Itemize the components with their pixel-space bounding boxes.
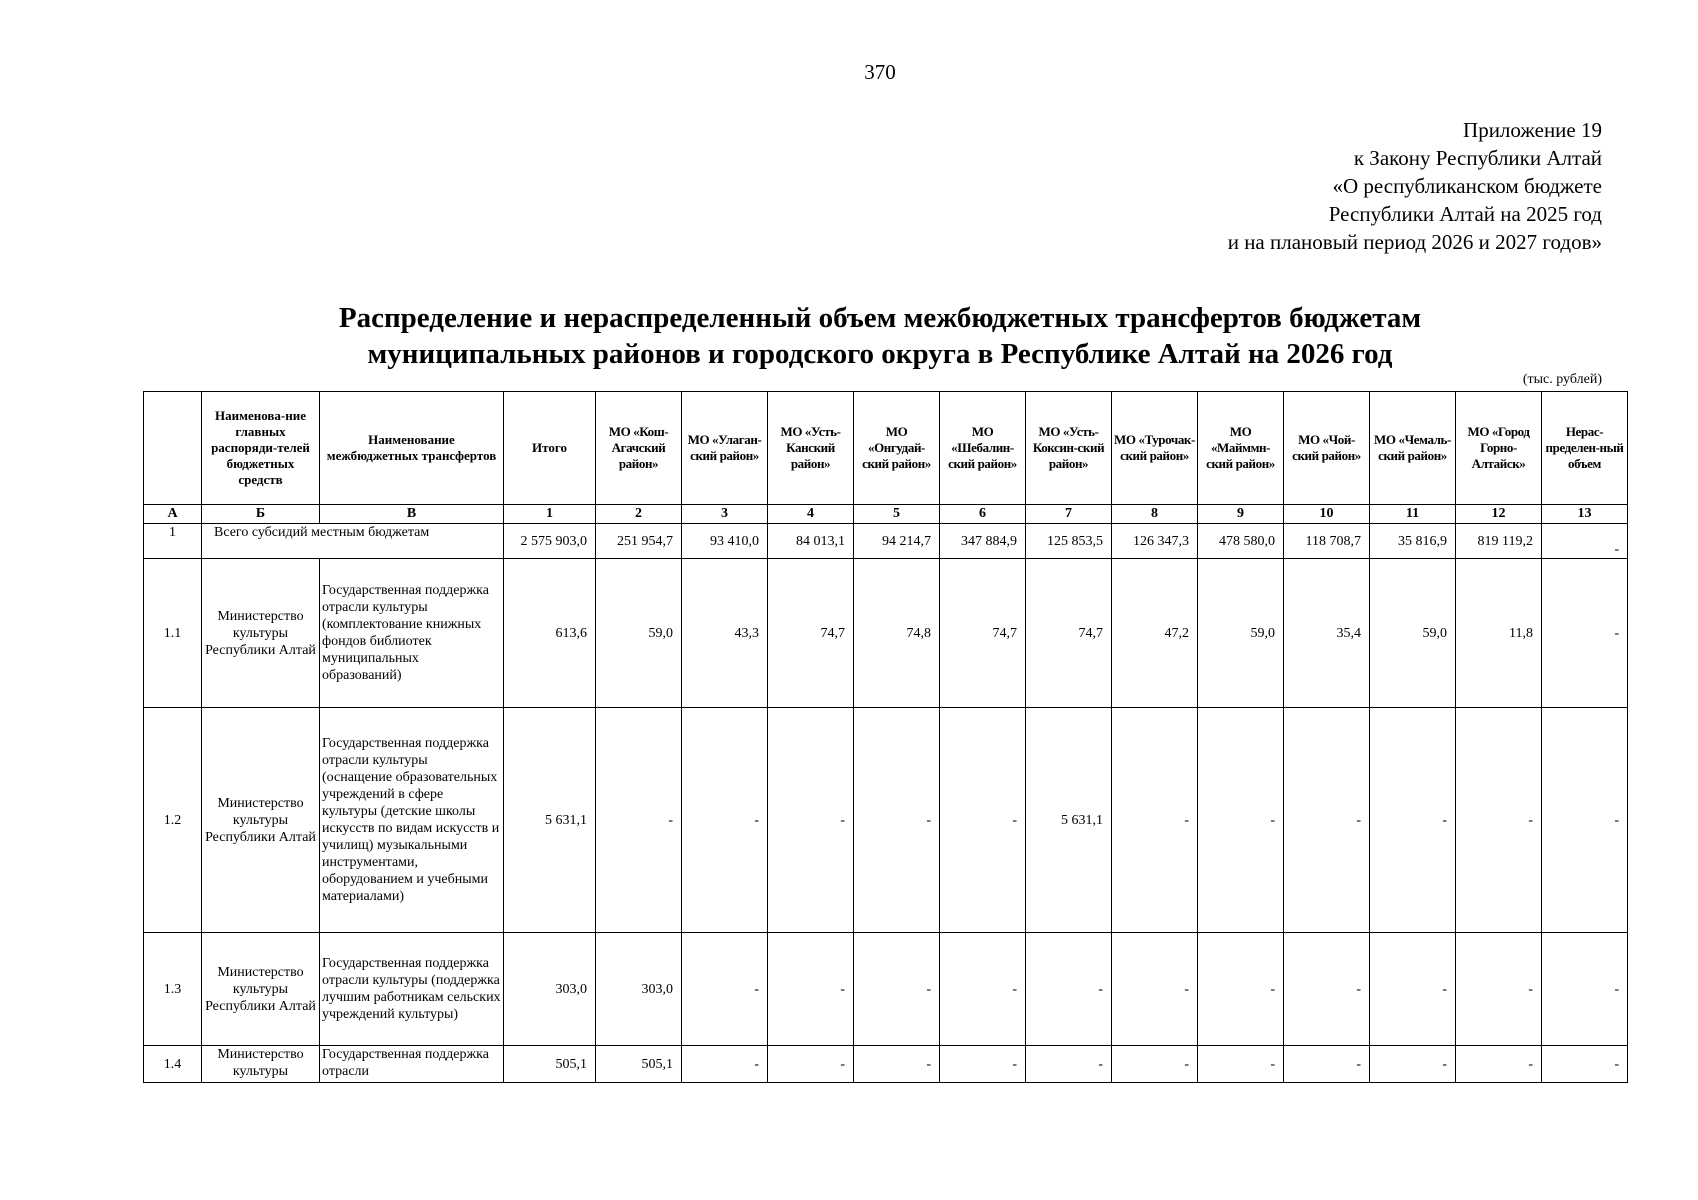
value-cell: 84 013,1: [768, 524, 854, 559]
value-cell: -: [1456, 933, 1542, 1046]
appendix-line: «О республиканском бюджете: [1332, 174, 1602, 198]
value-cell: -: [1026, 1046, 1112, 1083]
transfer-name-cell: Государственная поддержка отрасли культуры (комплектование книжных фондов библиотек муниципальных образований): [320, 559, 504, 708]
table-row: [144, 559, 1628, 708]
value-cell: -: [596, 708, 682, 933]
value-cell: 59,0: [1198, 559, 1284, 708]
value-cell: -: [768, 1046, 854, 1083]
column-header: МО «Турочак-ский район»: [1112, 392, 1198, 505]
value-cell: 59,0: [1370, 559, 1456, 708]
value-cell: -: [854, 1046, 940, 1083]
column-index-row: [144, 505, 1628, 524]
units-label: (тыс. рублей): [1522, 372, 1602, 387]
appendix-line: Приложение 19: [1463, 118, 1602, 142]
value-cell: 5 631,1: [1026, 708, 1112, 933]
value-cell: 303,0: [596, 933, 682, 1046]
manager-cell: Министерство культуры: [202, 1046, 320, 1083]
column-header: МО «Усть-Канский район»: [768, 392, 854, 505]
column-index: Б: [202, 505, 320, 524]
column-index: 11: [1370, 505, 1456, 524]
value-cell: 125 853,5: [1026, 524, 1112, 559]
column-index: А: [144, 505, 202, 524]
value-cell: 43,3: [682, 559, 768, 708]
value-cell: -: [1198, 708, 1284, 933]
value-cell: -: [940, 933, 1026, 1046]
title-line: муниципальных районов и городского округа в Республике Алтай на 2026 год: [367, 338, 1393, 370]
value-cell: -: [940, 1046, 1026, 1083]
value-cell: 74,7: [1026, 559, 1112, 708]
value-cell: 59,0: [596, 559, 682, 708]
column-header: МО «Чемаль-ский район»: [1370, 392, 1456, 505]
value-cell: -: [768, 933, 854, 1046]
value-cell: -: [940, 708, 1026, 933]
value-cell: 94 214,7: [854, 524, 940, 559]
column-header: МО «Город Горно-Алтайск»: [1456, 392, 1542, 505]
value-cell: -: [682, 933, 768, 1046]
transfer-name-cell: Государственная поддержка отрасли: [320, 1046, 504, 1083]
value-cell: -: [1370, 1046, 1456, 1083]
column-index: В: [320, 505, 504, 524]
table-row: [144, 933, 1628, 1046]
value-cell: -: [1112, 708, 1198, 933]
page-number: 370: [864, 60, 896, 84]
column-header: МО «Кош-Агачский район»: [596, 392, 682, 505]
value-cell: -: [854, 708, 940, 933]
value-cell: -: [1370, 708, 1456, 933]
row-number: 1.3: [144, 933, 202, 1046]
column-index: 5: [854, 505, 940, 524]
total-row: [144, 524, 1628, 559]
column-header: [144, 392, 202, 505]
value-cell: -: [1112, 933, 1198, 1046]
column-index: 9: [1198, 505, 1284, 524]
column-header: Наименова-ние главных распоряди-телей бюджетных средств: [202, 392, 320, 505]
value-cell: 35,4: [1284, 559, 1370, 708]
appendix-line: к Закону Республики Алтай: [1353, 146, 1602, 170]
value-cell: 93 410,0: [682, 524, 768, 559]
value-cell: -: [1542, 524, 1628, 559]
value-cell: 251 954,7: [596, 524, 682, 559]
column-header: Итого: [504, 392, 596, 505]
row-number: 1: [144, 524, 202, 559]
value-cell: -: [1284, 1046, 1370, 1083]
document-title: [0, 300, 1698, 372]
column-header: МО «Чой-ский район»: [1284, 392, 1370, 505]
appendix-line: и на плановый период 2026 и 2027 годов»: [1227, 230, 1602, 254]
table-row: [144, 1046, 1628, 1083]
value-cell: 819 119,2: [1456, 524, 1542, 559]
value-cell: -: [682, 708, 768, 933]
column-header: МО «Усть-Коксин-ский район»: [1026, 392, 1112, 505]
title-line: Распределение и нераспределенный объем межбюджетных трансфертов бюджетам: [338, 302, 1422, 334]
value-cell: -: [1456, 1046, 1542, 1083]
value-cell: 347 884,9: [940, 524, 1026, 559]
value-cell: 118 708,7: [1284, 524, 1370, 559]
value-cell: 11,8: [1456, 559, 1542, 708]
column-index: 6: [940, 505, 1026, 524]
row-number: 1.4: [144, 1046, 202, 1083]
value-cell: 303,0: [504, 933, 596, 1046]
value-cell: -: [1370, 933, 1456, 1046]
column-index: 10: [1284, 505, 1370, 524]
value-cell: -: [1284, 933, 1370, 1046]
value-cell: -: [1542, 933, 1628, 1046]
value-cell: 126 347,3: [1112, 524, 1198, 559]
value-cell: -: [1542, 708, 1628, 933]
manager-cell: Министерство культуры Республики Алтай: [202, 708, 320, 933]
value-cell: 505,1: [504, 1046, 596, 1083]
value-cell: 2 575 903,0: [504, 524, 596, 559]
value-cell: 74,7: [768, 559, 854, 708]
value-cell: 505,1: [596, 1046, 682, 1083]
total-label: Всего субсидий местным бюджетам: [202, 524, 504, 559]
appendix-line: Республики Алтай на 2025 год: [1328, 202, 1602, 226]
manager-cell: Министерство культуры Республики Алтай: [202, 933, 320, 1046]
value-cell: -: [682, 1046, 768, 1083]
transfers-table: [143, 391, 1628, 1083]
value-cell: 47,2: [1112, 559, 1198, 708]
row-number: 1.2: [144, 708, 202, 933]
value-cell: 74,8: [854, 559, 940, 708]
value-cell: -: [1284, 708, 1370, 933]
column-header: Наименование межбюджетных трансфертов: [320, 392, 504, 505]
value-cell: 74,7: [940, 559, 1026, 708]
column-header: МО «Шебалин-ский район»: [940, 392, 1026, 505]
value-cell: 5 631,1: [504, 708, 596, 933]
value-cell: -: [1026, 933, 1112, 1046]
table-row: [144, 708, 1628, 933]
value-cell: -: [1456, 708, 1542, 933]
appendix-block: [1228, 116, 1602, 256]
header-row: [144, 392, 1628, 505]
column-index: 1: [504, 505, 596, 524]
column-header: Нерас-пределен-ный объем: [1542, 392, 1628, 505]
value-cell: 478 580,0: [1198, 524, 1284, 559]
value-cell: 613,6: [504, 559, 596, 708]
column-header: МО «Улаган-ский район»: [682, 392, 768, 505]
column-index: 4: [768, 505, 854, 524]
value-cell: -: [1198, 1046, 1284, 1083]
column-index: 7: [1026, 505, 1112, 524]
column-index: 2: [596, 505, 682, 524]
value-cell: -: [1542, 559, 1628, 708]
value-cell: -: [768, 708, 854, 933]
value-cell: -: [1112, 1046, 1198, 1083]
column-index: 12: [1456, 505, 1542, 524]
column-index: 8: [1112, 505, 1198, 524]
column-index: 3: [682, 505, 768, 524]
value-cell: -: [1542, 1046, 1628, 1083]
transfer-name-cell: Государственная поддержка отрасли культуры (поддержка лучшим работникам сельских учреждений культуры): [320, 933, 504, 1046]
value-cell: 35 816,9: [1370, 524, 1456, 559]
value-cell: -: [854, 933, 940, 1046]
column-index: 13: [1542, 505, 1628, 524]
row-number: 1.1: [144, 559, 202, 708]
transfer-name-cell: Государственная поддержка отрасли культуры (оснащение образовательных учреждений в сфере культуры (детские школы искусств по видам искусств и училищ) музыкальными инструментами, оборудованием и учебными материалами): [320, 708, 504, 933]
value-cell: -: [1198, 933, 1284, 1046]
column-header: МО «Майммн-ский район»: [1198, 392, 1284, 505]
column-header: МО «Онгудай-ский район»: [854, 392, 940, 505]
manager-cell: Министерство культуры Республики Алтай: [202, 559, 320, 708]
